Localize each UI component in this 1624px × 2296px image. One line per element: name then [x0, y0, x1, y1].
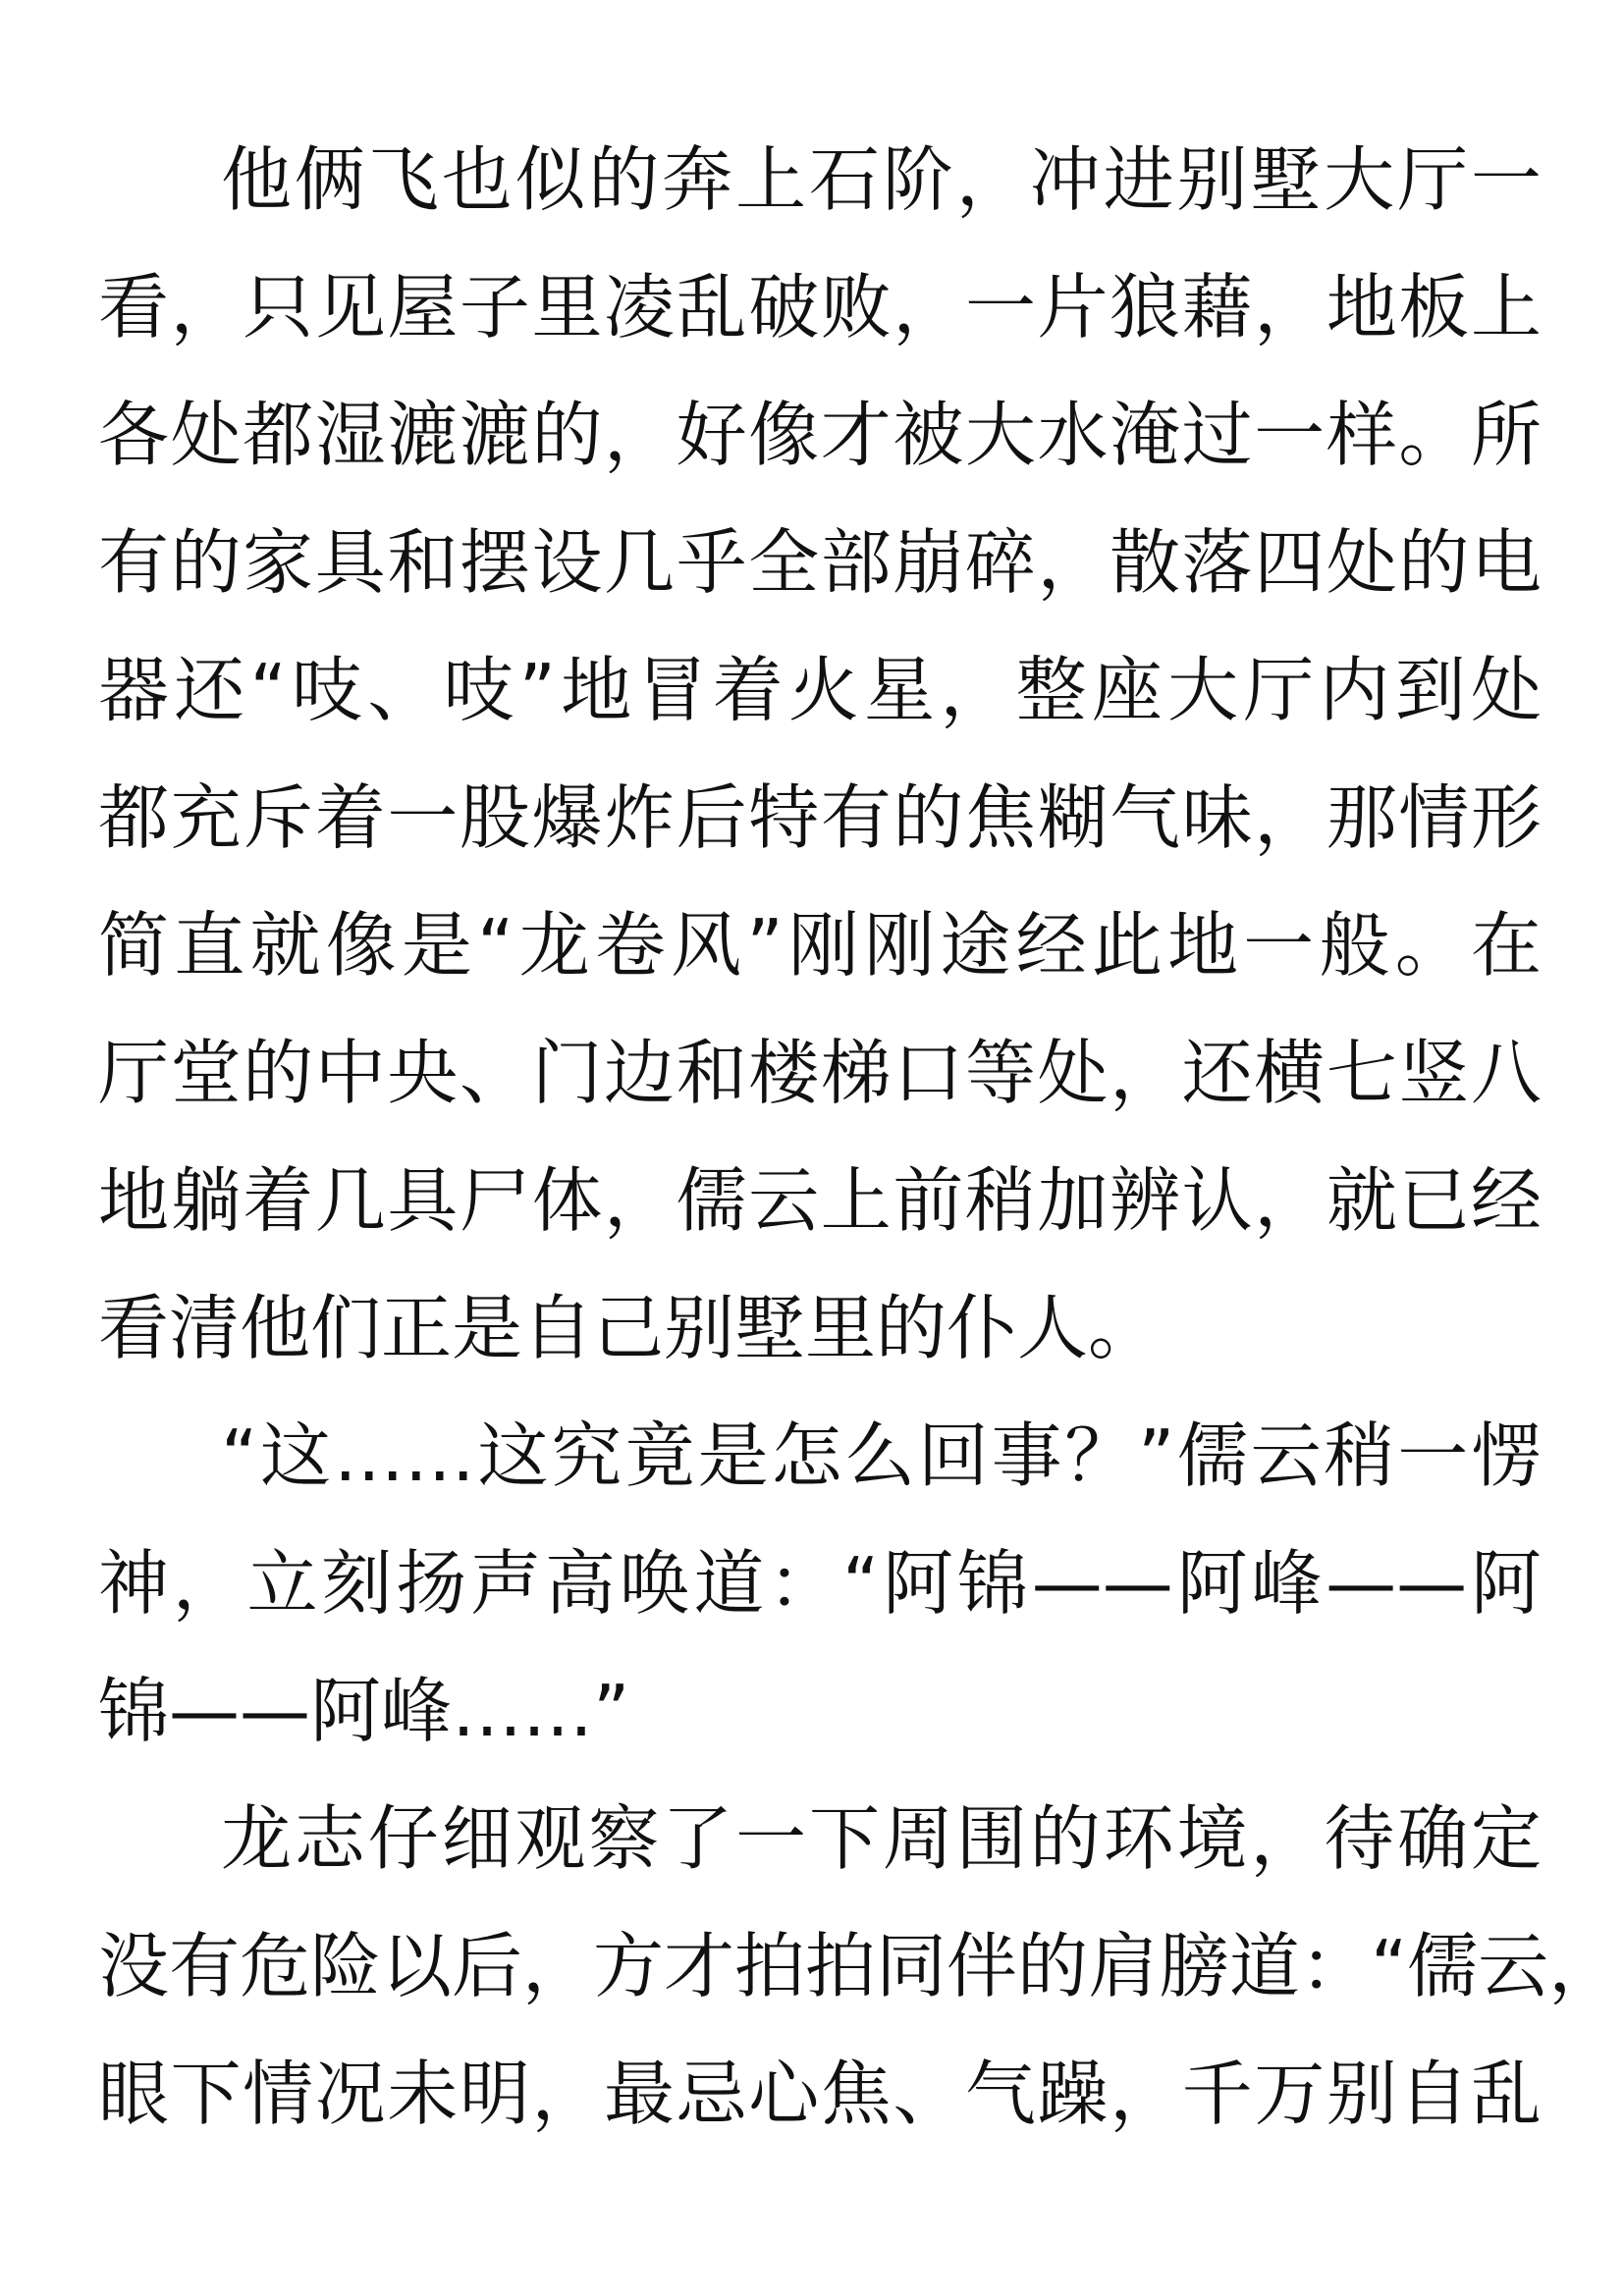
text-line-14: 龙志仔细观察了一下周围的环境，待确定	[221, 1797, 1542, 1880]
text-line-15: 没有危险以后，方才拍拍同伴的肩膀道：“儒云，	[98, 1925, 1620, 2007]
text-line-4: 有的家具和摆设几乎全部崩碎，散落四处的电	[98, 521, 1542, 604]
text-line-10: 看清他们正是自己别墅里的仆人。	[98, 1287, 1160, 1369]
text-line-2: 看，只见屋子里凌乱破败，一片狼藉，地板上	[98, 266, 1542, 348]
text-line-13: 锦——阿峰……”	[98, 1670, 630, 1752]
text-line-3: 各处都湿漉漉的，好像才被大水淹过一样。所	[98, 394, 1542, 476]
text-line-1: 他俩飞也似的奔上石阶，冲进别墅大厅一	[221, 138, 1542, 221]
text-line-9: 地躺着几具尸体，儒云上前稍加辨认，就已经	[98, 1159, 1542, 1242]
text-line-16: 眼下情况未明，最忌心焦、气躁，千万别自乱	[98, 2053, 1542, 2135]
body-text	[98, 116, 1620, 2158]
text-line-6: 都充斥着一股爆炸后特有的焦糊气味，那情形	[98, 776, 1542, 859]
text-line-7: 简直就像是“龙卷风”刚刚途经此地一般。在	[98, 904, 1542, 987]
text-line-8: 厅堂的中央、门边和楼梯口等处，还横七竖八	[98, 1032, 1542, 1114]
text-line-12: 神，立刻扬声高唤道：“阿锦——阿峰——阿	[98, 1542, 1542, 1625]
text-line-5: 器还“吱、吱”地冒着火星，整座大厅内到处	[98, 649, 1542, 731]
text-line-11: “这……这究竟是怎么回事？”儒云稍一愣	[221, 1415, 1542, 1497]
